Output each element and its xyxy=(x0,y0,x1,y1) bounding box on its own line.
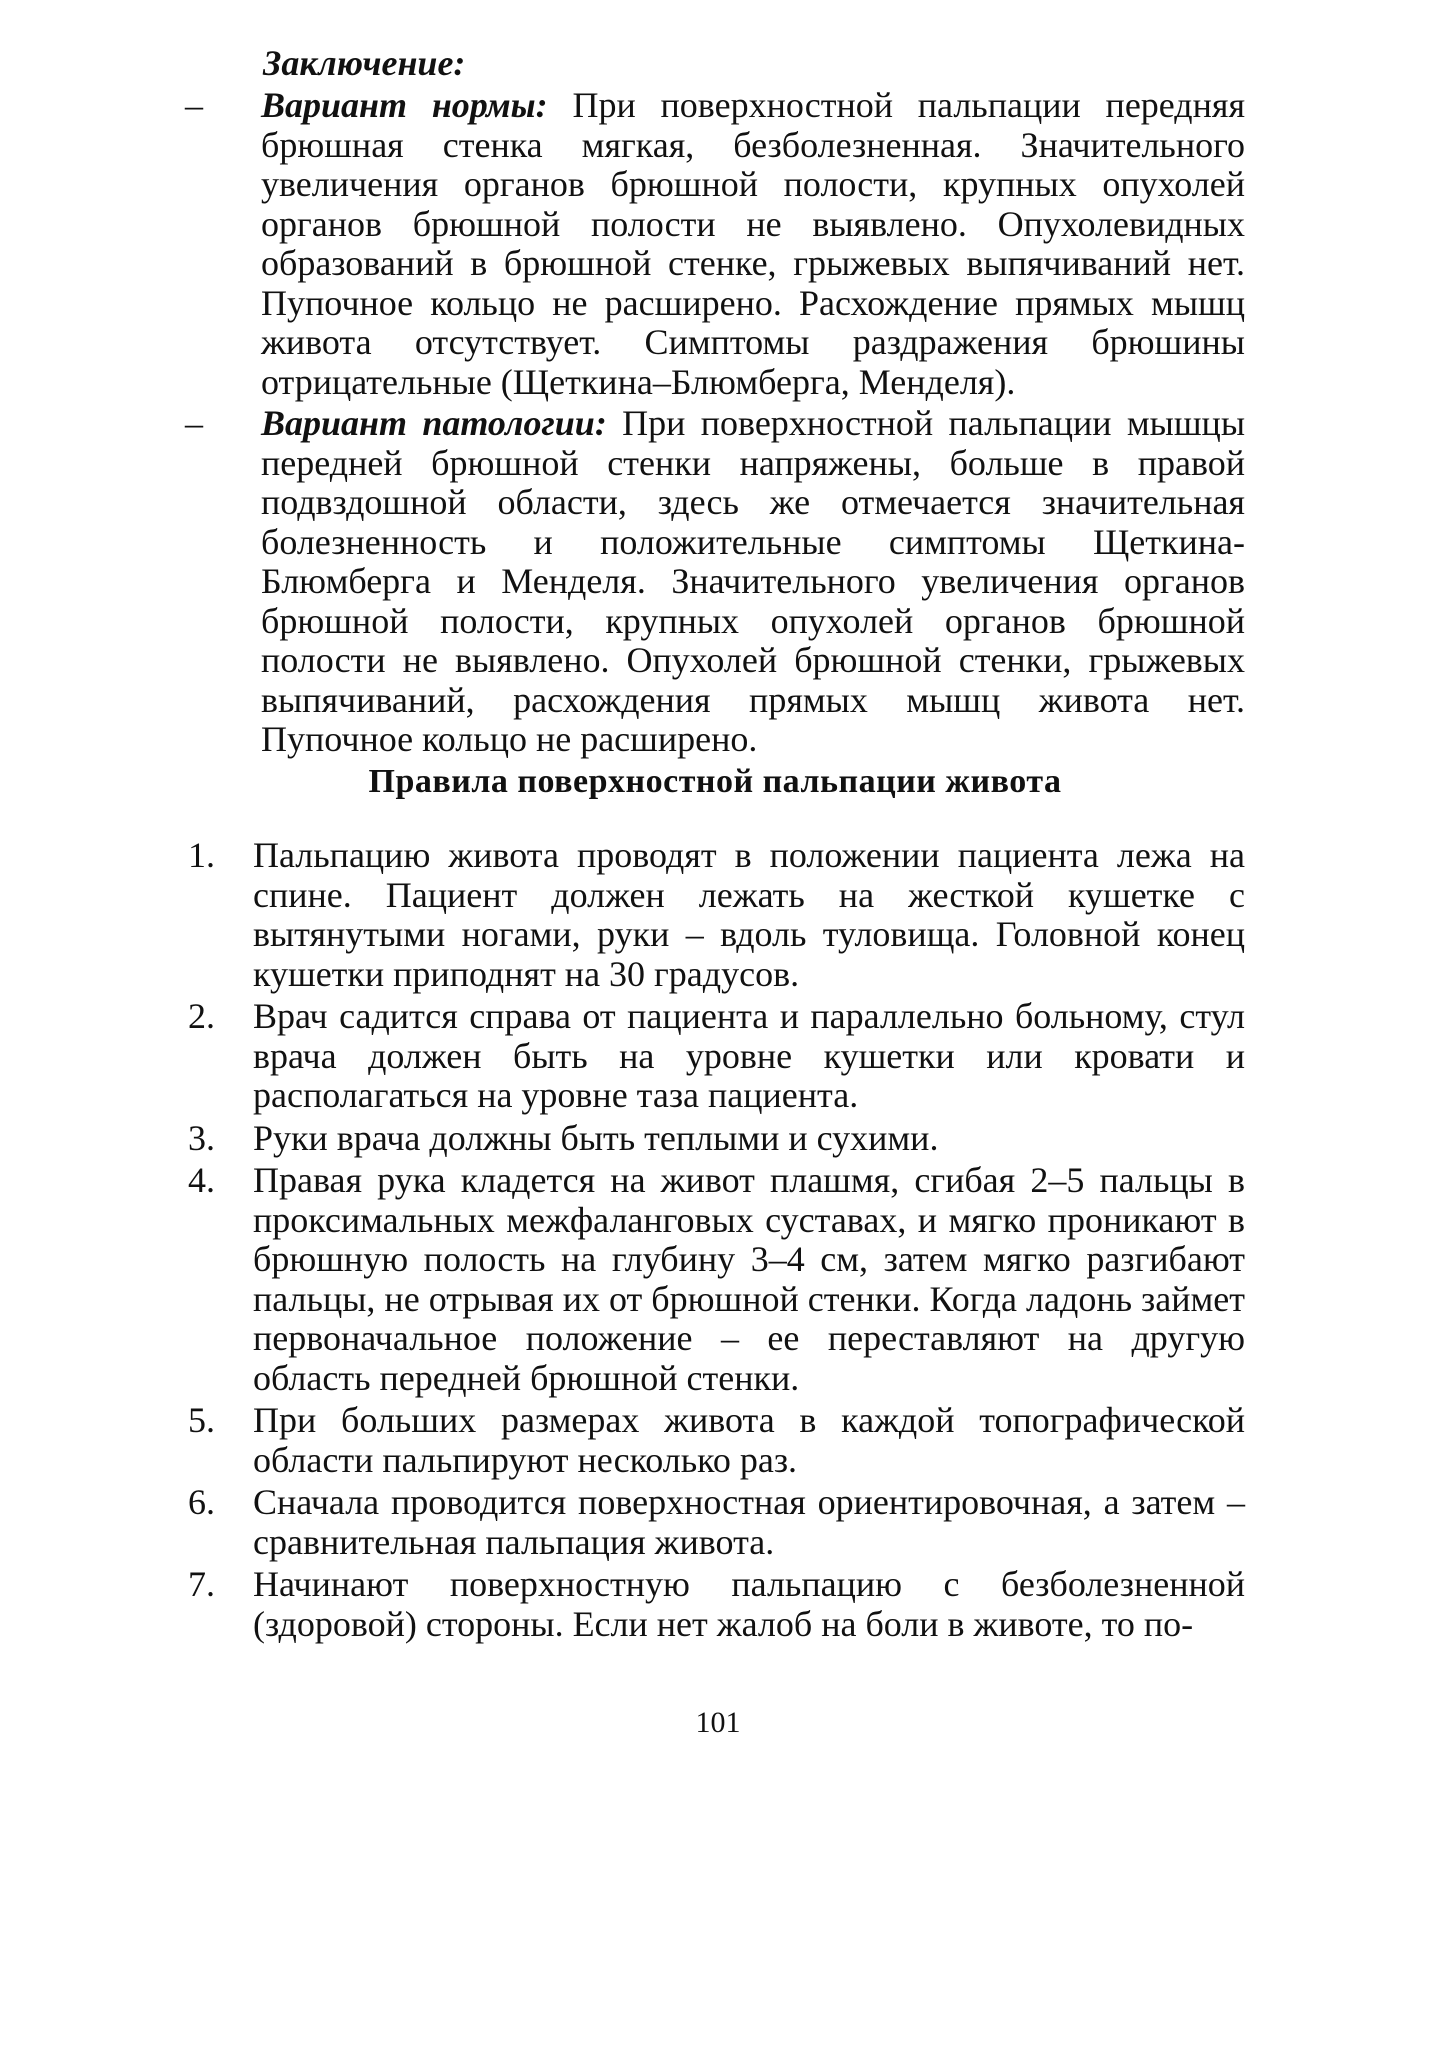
list-item xyxy=(175,1119,1245,1159)
rule-text: Правая рука кладется на живот плашмя, сгибая 2–5 пальцы в проксимальных межфаланговых суставах, и мягко проникают в брюшную полость на глубину 3–4 см, затем мягко разгибают пальцы, не отрывая их от брюшной стенки. Когда ладонь займет первоначальное положение – ее переставляют на другую область передней брюшной стенки. xyxy=(253,1160,1245,1398)
variant-pathology-item xyxy=(185,404,1245,760)
list-dash-marker: – xyxy=(185,403,203,443)
page-number: 101 xyxy=(695,1706,741,1739)
variant-norm-text: При поверхностной пальпации передняя брюшная стенка мягкая, безболезненная. Значительного увеличения органов брюшной полости, крупных опухолей органов брюшной полости не выявлено. Опухолевидных образований в брюшной стенке, грыжевых выпячиваний нет. Пупочное кольцо не расширено. Расхождение прямых мышц живота отсутствует. Симптомы раздражения брюшины отрицательные (Щеткина–Блюмберга, Менделя). xyxy=(261,85,1246,402)
rule-number: 3. xyxy=(188,1117,215,1158)
rule-number: 7. xyxy=(188,1564,215,1604)
rule-number: 4. xyxy=(188,1160,215,1200)
list-item xyxy=(175,836,1245,994)
list-item xyxy=(175,1565,1245,1644)
rule-text: Врач садится справа от пациента и параллельно больному, стул врача должен быть на уровне кушетки или кровати и располагаться на уровне таза пациента. xyxy=(253,996,1245,1115)
section-title: Правила поверхностной пальпации живота xyxy=(368,763,1062,800)
variant-norm-label: Вариант нормы: xyxy=(261,85,548,125)
rules-list xyxy=(175,836,1245,1647)
rule-text: Сначала проводится поверхностная ориентировочная, а затем – сравнительная пальпация живота. xyxy=(253,1482,1245,1562)
rule-text: Начинают поверхностную пальпацию с безболезненной (здоровой) стороны. Если нет жалоб на боли в животе, то по- xyxy=(253,1564,1245,1644)
variant-pathology-paragraph xyxy=(261,404,1245,760)
rule-number: 6. xyxy=(188,1482,215,1522)
list-item xyxy=(175,1483,1245,1562)
variant-pathology-text: При поверхностной пальпации мышцы передней брюшной стенки напряжены, больше в правой подвздошной области, здесь же отмечается значительная болезненность и положительные симптомы Щеткина-Блюмберга и Менделя. Значительного увеличения органов брюшной полости, крупных опухолей органов брюшной полости не выявлено. Опухолей брюшной стенки, грыжевых выпячиваний, расхождения прямых мышц живота нет. Пупочное кольцо не расширено. xyxy=(261,403,1246,759)
variant-norm-item xyxy=(185,86,1245,402)
list-item xyxy=(175,997,1245,1116)
list-item xyxy=(175,1401,1245,1480)
conclusion-heading: Заключение: xyxy=(263,43,466,83)
variant-norm-paragraph xyxy=(261,86,1245,402)
rule-number: 5. xyxy=(188,1400,215,1440)
list-dash-marker: – xyxy=(185,85,203,125)
rule-text: При больших размерах живота в каждой топографической области пальпируют несколько раз. xyxy=(253,1400,1245,1480)
rule-text: Пальпацию живота проводят в положении пациента лежа на спине. Пациент должен лежать на жесткой кушетке с вытянутыми ногами, руки – вдоль туловища. Головной конец кушетки приподнят на 30 градусов. xyxy=(253,835,1245,994)
variant-pathology-label: Вариант патологии: xyxy=(261,403,607,443)
rule-number: 1. xyxy=(188,835,215,875)
rule-number: 2. xyxy=(188,996,215,1036)
rule-text: Руки врача должны быть теплыми и сухими. xyxy=(253,1117,939,1158)
list-item xyxy=(175,1161,1245,1398)
